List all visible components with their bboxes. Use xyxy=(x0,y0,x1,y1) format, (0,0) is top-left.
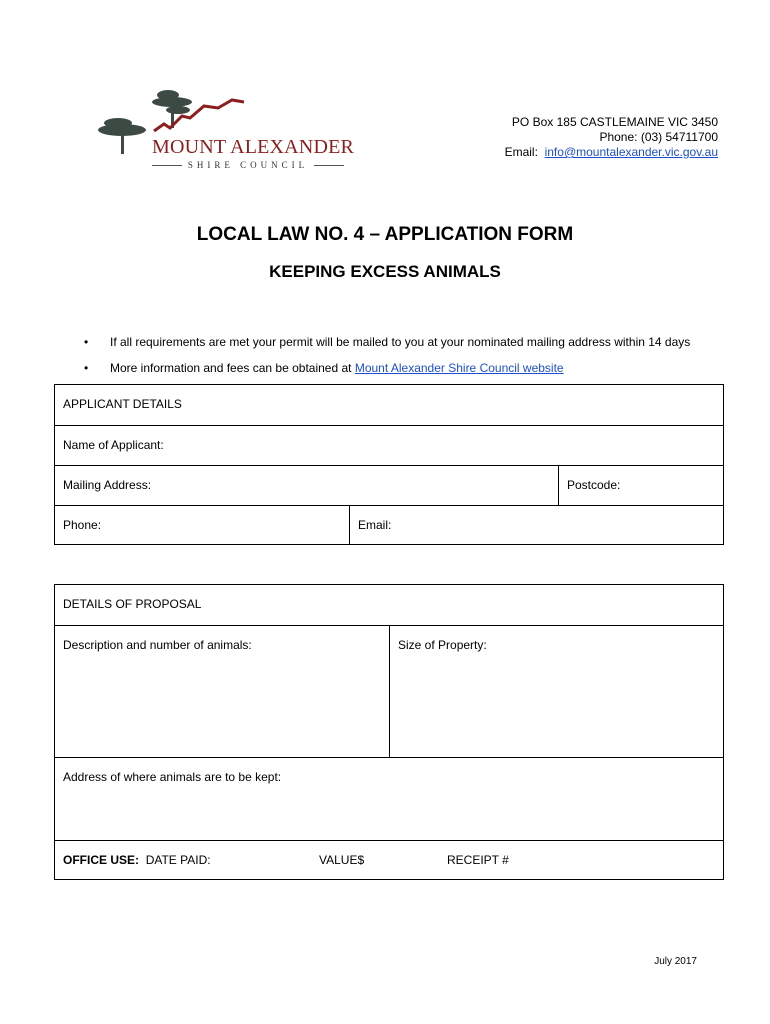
email-field[interactable]: Email: xyxy=(349,506,723,544)
address-row xyxy=(55,758,723,841)
mailing-address-field[interactable]: Mailing Address: xyxy=(63,478,152,492)
value-label: VALUE$ xyxy=(319,853,365,867)
contact-block xyxy=(505,115,718,160)
contact-email-line xyxy=(505,145,718,160)
phone-email-row xyxy=(55,506,723,544)
applicant-name-row[interactable] xyxy=(55,426,723,466)
office-use-label: OFFICE USE: xyxy=(63,853,140,867)
applicant-details-table xyxy=(54,384,724,545)
applicant-name-field[interactable]: Name of Applicant: xyxy=(63,438,164,452)
form-title: LOCAL LAW NO. 4 – APPLICATION FORM xyxy=(196,224,574,245)
mailing-address-row xyxy=(55,466,723,506)
logo-subtitle: SHIRE COUNCIL xyxy=(152,160,344,170)
logo-name: MOUNT ALEXANDER xyxy=(152,136,355,158)
bullet-icon: • xyxy=(84,361,89,375)
proposal-heading: DETAILS OF PROPOSAL xyxy=(63,597,202,611)
description-row xyxy=(55,626,723,758)
property-size-field[interactable]: Size of Property: xyxy=(389,626,723,757)
proposal-heading-row xyxy=(55,585,723,626)
proposal-details-table xyxy=(54,584,724,880)
receipt-label: RECEIPT # xyxy=(447,853,509,867)
contact-email-link[interactable]: info@mountalexander.vic.gov.au xyxy=(544,145,718,159)
bullet-item: • If all requirements are met your permit will be mailed to you at your nominated mailing address within 14 days xyxy=(84,335,691,349)
animals-address-field[interactable]: Address of where animals are to be kept: xyxy=(63,770,282,784)
applicant-heading-row xyxy=(55,385,723,426)
contact-phone: Phone: (03) 54711700 xyxy=(599,130,718,144)
council-website-link[interactable]: Mount Alexander Shire Council website xyxy=(354,361,564,375)
animals-description-field[interactable]: Description and number of animals: xyxy=(63,638,252,652)
date-paid-label: DATE PAID: xyxy=(145,853,211,867)
office-use-row xyxy=(55,841,723,879)
bullet-item: • More information and fees can be obtained at Mount Alexander Shire Council website xyxy=(84,361,564,375)
contact-address: PO Box 185 CASTLEMAINE VIC 3450 xyxy=(511,115,718,129)
bullet-icon: • xyxy=(84,335,89,349)
form-subtitle: KEEPING EXCESS ANIMALS xyxy=(269,262,501,281)
contact-email-label: Email: xyxy=(504,145,538,159)
office-use-date-paid xyxy=(55,841,311,879)
info-bullets xyxy=(80,335,690,387)
council-logo xyxy=(92,86,355,176)
applicant-heading: APPLICANT DETAILS xyxy=(63,397,182,411)
postcode-field[interactable]: Postcode: xyxy=(558,466,723,505)
phone-field[interactable]: Phone: xyxy=(63,518,102,532)
footer-date: July 2017 xyxy=(654,956,697,967)
